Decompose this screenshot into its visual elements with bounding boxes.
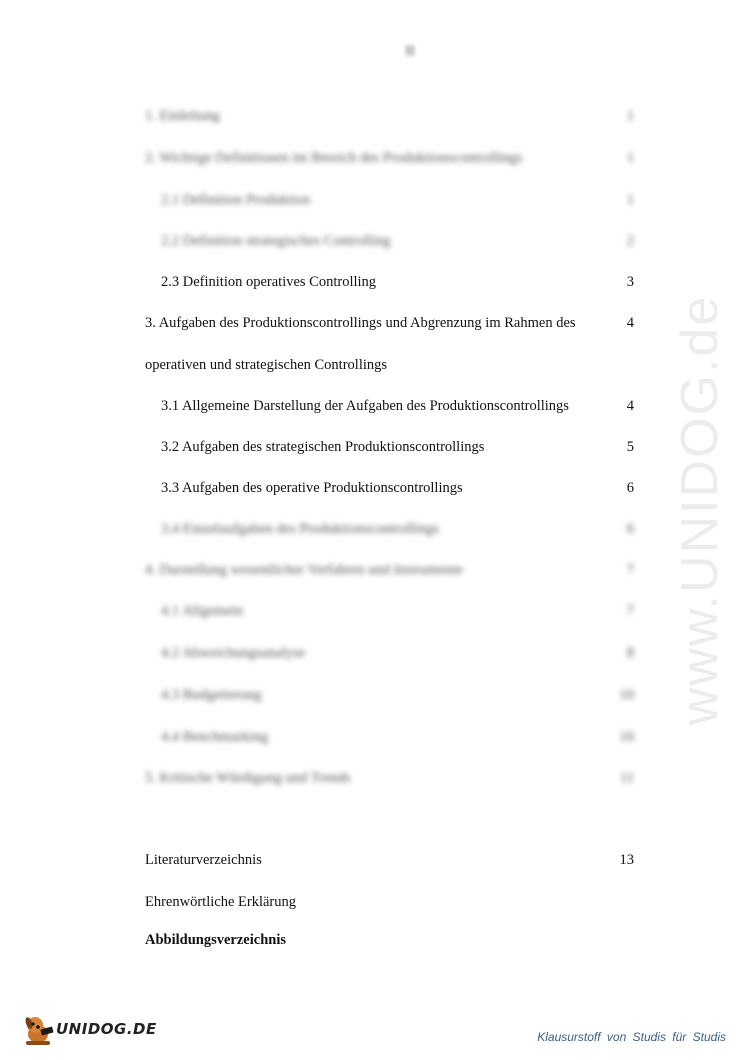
dog-mascot-icon	[22, 1014, 56, 1046]
footer-logo	[22, 1012, 162, 1048]
toc-entry-label: 3.1 Allgemeine Darstellung der Aufgaben des Produktionscontrollings	[161, 398, 569, 414]
toc-entry-page: 10	[619, 729, 634, 745]
toc-entry-page: 4	[626, 315, 634, 331]
toc-entry-page: 6	[626, 480, 634, 496]
watermark	[660, 280, 740, 740]
toc-entry-label: 2.1 Definition Produktion	[161, 192, 311, 208]
toc-entry-label: 2.2 Definition strategisches Controlling	[161, 233, 391, 249]
toc-entry-label: 5. Kritische Würdigung und Trends	[145, 770, 351, 786]
toc-entry-page: 7	[626, 562, 634, 578]
toc-entry-page: 4	[626, 398, 634, 414]
toc-entry-page: 1	[626, 108, 634, 124]
toc-entry-3-4	[0, 518, 750, 540]
toc-entry-page: 8	[626, 645, 634, 661]
logo-text: UNIDOG.DE	[56, 1020, 157, 1038]
toc-entry-label: Abbildungsverzeichnis	[145, 932, 286, 948]
toc-entry-abbildungsverzeichnis	[0, 929, 750, 951]
toc-entry-page: 6	[626, 521, 634, 537]
toc-entry-label: 2.3 Definition operatives Controlling	[161, 274, 377, 290]
toc-entry-2-1	[0, 189, 750, 211]
toc-entry-page: 1	[626, 192, 634, 208]
toc-entry-ehrenwoertliche-erklaerung	[0, 891, 750, 913]
toc-entry-literaturverzeichnis	[0, 849, 750, 871]
footer-tagline: Klausurstoff von Studis für Studis	[537, 1030, 726, 1044]
toc-entry-label: Literaturverzeichnis	[145, 852, 262, 868]
watermark-text: www.UNIDOG.de	[671, 294, 729, 726]
toc-entry-page: 2	[626, 233, 634, 249]
toc-entry-3-1	[0, 395, 750, 417]
toc-entry-page: 7	[626, 603, 634, 619]
toc-entry-page: 3	[626, 274, 634, 290]
toc-entry-label: 4.2 Abweichungsanalyse	[161, 645, 306, 661]
toc-entry-label: 3.3 Aufgaben des operative Produktionscontrollings	[161, 480, 463, 496]
toc-entry-4-3	[0, 684, 750, 706]
toc-entry-label: Ehrenwörtliche Erklärung	[145, 894, 296, 910]
toc-entry-5	[0, 767, 750, 789]
toc-entry-page: 11	[620, 770, 634, 786]
toc-entry-page: 10	[619, 687, 634, 703]
toc-entry-3	[0, 312, 750, 334]
toc-entry-4-1	[0, 600, 750, 622]
toc-entry-3-continued	[0, 354, 750, 376]
toc-entry-2-2	[0, 230, 750, 252]
toc-entry-label: 1. Einleitung	[145, 108, 220, 124]
toc-entry-page: 1	[626, 150, 634, 166]
toc-entry-label: 4. Darstellung wesentlicher Verfahren und Instrumente	[145, 562, 463, 578]
toc-entry-4-2	[0, 642, 750, 664]
toc-entry-label: 4.4 Benchmarking	[161, 729, 269, 745]
toc-entry-2-3	[0, 271, 750, 293]
toc-entry-label: operativen und strategischen Controllings	[145, 357, 388, 373]
toc-entry-3-3	[0, 477, 750, 499]
toc-entry-label: 4.3 Budgetierung	[161, 687, 262, 703]
toc-entry-page: 13	[619, 852, 634, 868]
toc-entry-4	[0, 559, 750, 581]
toc-entry-label: 2. Wichtige Definitionen im Bereich des Produktionscontrollings	[145, 150, 523, 166]
toc-entry-label: 3. Aufgaben des Produktionscontrollings und Abgrenzung im Rahmen des	[145, 315, 576, 331]
toc-entry-label: 3.4 Einzelaufgaben des Produktionscontrollings	[161, 521, 439, 537]
toc-entry-3-2	[0, 436, 750, 458]
toc-entry-1	[0, 105, 750, 127]
toc-entry-2	[0, 147, 750, 169]
page-number: II	[405, 44, 415, 59]
toc-entry-label: 4.1 Allgemein	[161, 603, 244, 619]
toc-entry-4-4	[0, 726, 750, 748]
toc-entry-label: 3.2 Aufgaben des strategischen Produktionscontrollings	[161, 439, 485, 455]
toc-entry-page: 5	[626, 439, 634, 455]
